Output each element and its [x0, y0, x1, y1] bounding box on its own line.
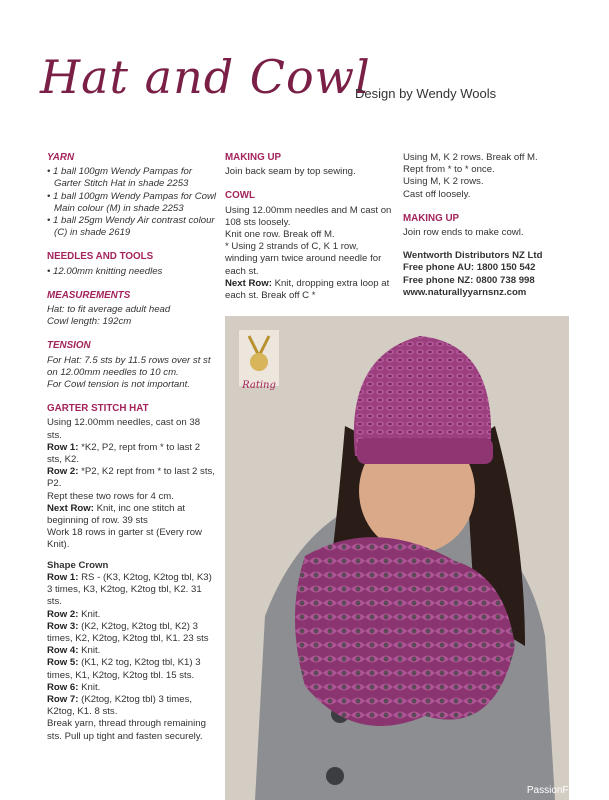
row-text: RS - (K3, K2tog, K2tog tbl, K3) 3 times, K3, K2tog, K2tog tbl, K2. 31 sts. — [47, 571, 212, 608]
rating-label: Rating — [242, 380, 276, 391]
making-up-heading: MAKING UP — [225, 152, 282, 163]
row-label: Row 3: — [47, 620, 79, 632]
yarn-heading: YARN — [47, 152, 75, 163]
making-up-cowl-heading: MAKING UP — [403, 212, 460, 224]
phone-au: Free phone AU: 1800 150 542 — [403, 262, 536, 274]
measurements-heading: MEASUREMENTS — [47, 289, 131, 301]
row-label: Next Row: — [47, 502, 94, 514]
cowl-heading: COWL — [225, 190, 255, 202]
tension-heading: TENSION — [47, 340, 91, 352]
making-up-cowl-text: Join row ends to make cowl. — [403, 227, 524, 239]
needles-item: • 12.00mm knitting needles — [47, 265, 163, 277]
cowl-next-row — [225, 278, 393, 302]
row-text: (K2, K2tog, K2tog tbl, K2) 3 times, K2, K2tog, K2tog tbl, K1. 23 sts — [47, 620, 209, 644]
garter-intro: Using 12.00mm needles, cast on 38 sts. — [47, 417, 201, 441]
row-text: (K2tog, K2tog tbl) 3 times, K2tog, K1. 8 sts. — [47, 693, 193, 718]
garter-work: Work 18 rows in garter st (Every row Knit). — [47, 527, 202, 551]
crown-row — [47, 572, 217, 609]
cowl-line: Rept from * to * once. — [403, 164, 495, 176]
cowl-line: Cast off loosely. — [403, 188, 471, 200]
crown-row — [47, 621, 217, 645]
column-making-up — [225, 152, 393, 302]
row-label: Row 6: — [47, 681, 79, 693]
column-cowl-cont — [403, 152, 573, 299]
row-label: Row 2: — [47, 466, 79, 478]
garter-row-1 — [47, 442, 217, 466]
shape-crown-heading: Shape Crown — [47, 559, 109, 571]
yarn-item: • 1 ball 100gm Wendy Pampas for Cowl Main colour (M) in shade 2253 — [47, 190, 217, 214]
page-title: Hat and Cowl — [40, 50, 371, 104]
designer-credit: Design by Wendy Wools — [355, 86, 497, 101]
crown-row — [47, 645, 217, 657]
crown-row — [47, 609, 217, 621]
row-label: Row 1: — [47, 571, 79, 583]
crown-row — [47, 657, 217, 681]
photo-illustration — [225, 316, 569, 800]
crown-finish: Break yarn, thread through remaining sts. Pull up tight and fasten securely. — [47, 718, 206, 742]
row-text: Knit, inc one stitch at beginning of row. 39 sts — [47, 502, 186, 527]
rating-badge — [239, 330, 279, 391]
phone-nz: Free phone NZ: 0800 738 998 — [403, 274, 535, 286]
cowl-line: Using M, K 2 rows. — [403, 176, 484, 188]
yarn-item: • 1 ball 25gm Wendy Air contrast colour (C) in shade 2619 — [47, 215, 215, 239]
row-text: *K2, P2, rept from * to last 2 sts, K2. — [47, 441, 201, 466]
model-photo — [225, 316, 569, 800]
cowl-line: Using M, K 2 rows. Break off M. — [403, 152, 538, 163]
crown-row — [47, 694, 217, 718]
measurement-line: Hat: to fit average adult head — [47, 304, 171, 316]
row-label: Row 2: — [47, 608, 79, 620]
row-label: Row 7: — [47, 693, 79, 705]
row-label: Next Row: — [225, 277, 272, 289]
distributor-name: Wentworth Distributors NZ Ltd — [403, 250, 543, 262]
watermark: PassionForum.ru — [526, 785, 603, 796]
needles-heading: NEEDLES AND TOOLS — [47, 251, 154, 263]
making-up-text: Join back seam by top sewing. — [225, 166, 356, 178]
tension-line: For Hat: 7.5 sts by 11.5 rows over st st on 12.00mm needles to 10 cm. — [47, 354, 211, 378]
cowl-line: Using 12.00mm needles and M cast on 108 sts loosely. — [225, 204, 392, 228]
crown-row — [47, 682, 217, 694]
row-text: Knit. — [78, 681, 101, 693]
row-text: Knit. — [78, 608, 101, 620]
cowl-line: Knit one row. Break off M. — [225, 229, 335, 241]
column-materials — [47, 152, 217, 743]
yarn-item: • 1 ball 100gm Wendy Pampas for Garter Stitch Hat in shade 2253 — [47, 166, 193, 190]
row-text: Knit. — [78, 645, 101, 657]
row-text: Knit, dropping extra loop at each st. Break off C * — [225, 277, 390, 302]
row-text: (K1, K2 tog, K2tog tbl, K1) 3 times, K1, K2tog, K2tog tbl. 15 sts. — [47, 657, 201, 681]
row-label: Row 1: — [47, 441, 79, 453]
website-link[interactable]: www.naturallyyarnsnz.com — [403, 286, 527, 298]
measurement-line: Cowl length: 192cm — [47, 316, 132, 328]
garter-row-2 — [47, 466, 217, 490]
row-label: Row 5: — [47, 657, 79, 669]
garter-repeat: Rept these two rows for 4 cm. — [47, 490, 174, 502]
garter-next-row — [47, 503, 217, 527]
garter-hat-heading: GARTER STITCH HAT — [47, 403, 149, 415]
tension-line: For Cowl tension is not important. — [47, 379, 190, 391]
cowl-line: * Using 2 strands of C, K 1 row, winding yarn twice around needle for each st. — [225, 241, 382, 277]
row-text: *P2, K2 rept from * to last 2 sts, P2. — [47, 466, 215, 490]
row-label: Row 4: — [47, 645, 79, 657]
